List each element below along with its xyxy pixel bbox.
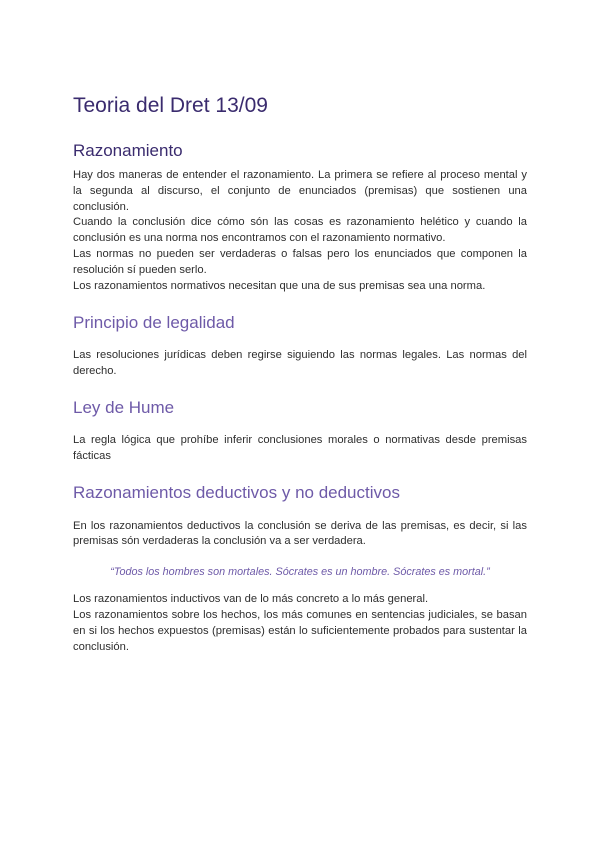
paragraph: En los razonamientos deductivos la conclusión se deriva de las premisas, es decir, si las premisas són verdaderas la conclusión va a ser verdadera.: [73, 519, 527, 548]
section-heading-razonamientos-deductivos: Razonamientos deductivos y no deductivos: [73, 482, 400, 502]
paragraph: Los razonamientos normativos necesitan que una de sus premisas sea una norma.: [73, 279, 486, 292]
section-body-principio-de-legalidad: [73, 348, 527, 380]
section-continuation: [73, 592, 527, 655]
paragraph: La regla lógica que prohíbe inferir conclusiones morales o normativas desde premisas fácticas: [73, 433, 527, 462]
paragraph: Los razonamientos inductivos van de lo más concreto a lo más general.: [73, 593, 429, 606]
section-heading-principio-de-legalidad: Principio de legalidad: [73, 313, 235, 333]
paragraph: Las normas no pueden ser verdaderas o falsas pero los enunciados que componen la resolución sí pueden serlo.: [73, 247, 527, 276]
paragraph: Hay dos maneras de entender el razonamiento. La primera se refiere al proceso mental y la segunda al discurso, el conjunto de enunciados (premisas) que sostienen una conclusión.: [73, 169, 527, 213]
paragraph: Los razonamientos sobre los hechos, los más comunes en sentencias judiciales, se basan en si los hechos expuestos (premisas) están lo suficientemente probados para sustentar la conclusión.: [73, 608, 527, 653]
section-heading-razonamiento: Razonamiento: [73, 141, 183, 160]
paragraph: Cuando la conclusión dice cómo són las cosas es razonamiento helético y cuando la conclusión es una norma nos encontramos con el razonamiento normativo.: [73, 216, 527, 245]
section-body-razonamientos-deductivos: [73, 519, 527, 656]
section-body-razonamiento: [73, 168, 527, 294]
document-title: Teoria del Dret 13/09: [73, 94, 268, 117]
paragraph: Las resoluciones jurídicas deben regirse siguiendo las normas legales. Las normas del derecho.: [73, 349, 527, 378]
section-body-ley-de-hume: [73, 433, 527, 465]
section-heading-ley-de-hume: Ley de Hume: [73, 397, 175, 417]
quote: “Todos los hombres son mortales. Sócrates es un hombre. Sócrates es mortal.”: [110, 566, 490, 579]
document-content: [73, 92, 527, 655]
